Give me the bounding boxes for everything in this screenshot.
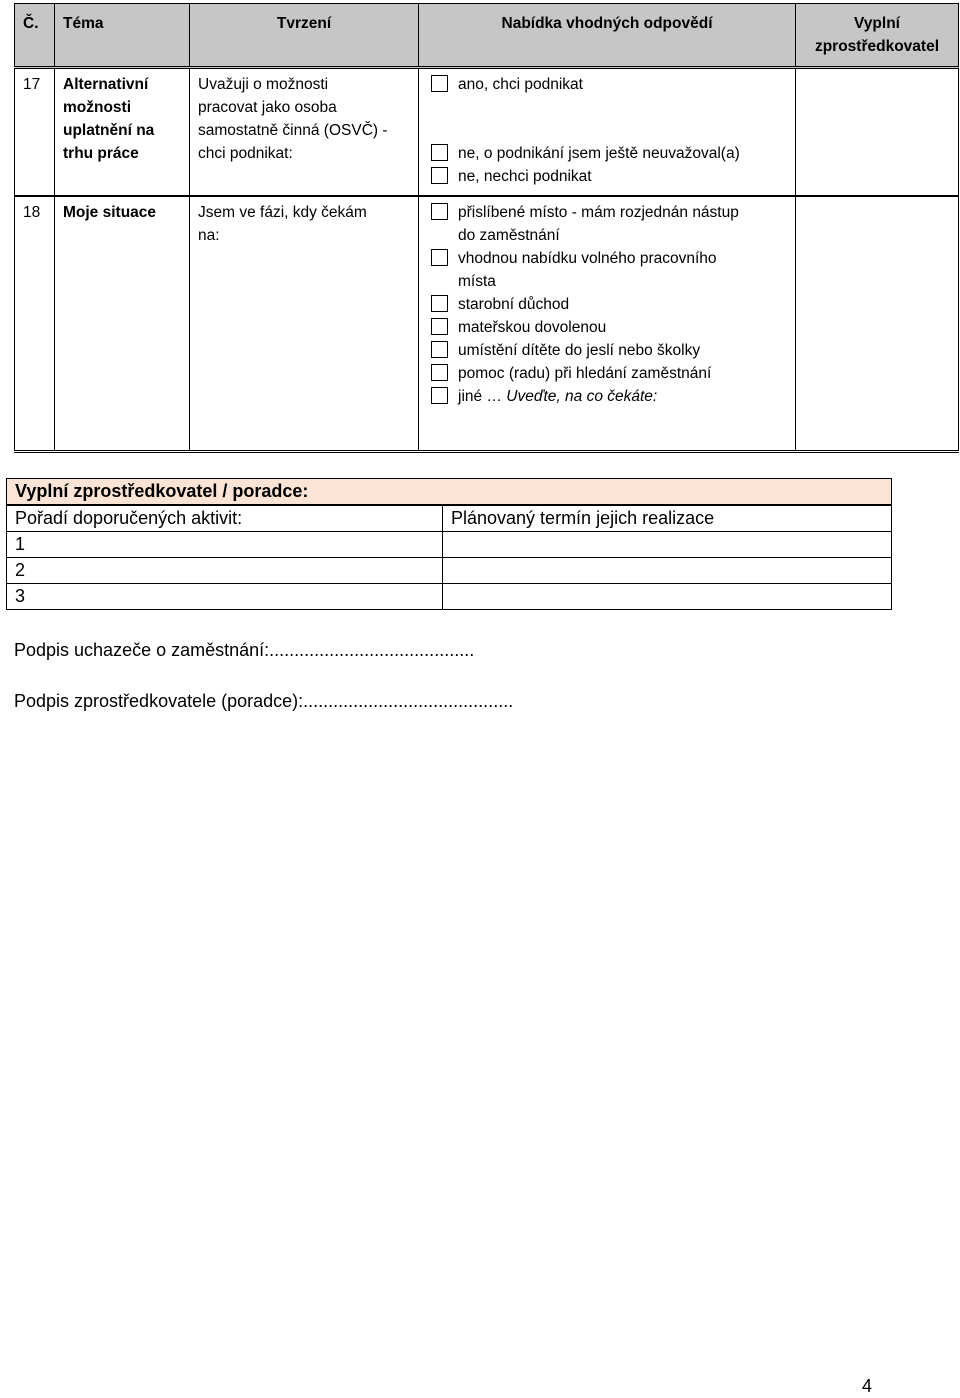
statement-line: Uvažuji o možnosti (198, 76, 329, 93)
checkbox-prislibene-misto[interactable] (431, 203, 448, 220)
checkbox-jine[interactable] (431, 387, 448, 404)
answer-option[interactable] (427, 385, 787, 408)
checkbox-materska[interactable] (431, 318, 448, 335)
answer-label-prompt: Uveďte, na co čekáte: (506, 388, 658, 405)
answer-option[interactable] (427, 362, 787, 385)
activity-order-cell[interactable]: 2 (7, 558, 443, 584)
table-row (7, 532, 892, 558)
topic-line: možnosti (63, 99, 132, 116)
row-topic (55, 68, 190, 197)
answer-label: ano, chci podnikat (458, 76, 583, 93)
answer-option[interactable] (427, 247, 787, 293)
answer-option[interactable] (427, 201, 787, 247)
topic-line: Moje situace (63, 204, 157, 221)
table-row (7, 558, 892, 584)
table-row (15, 68, 959, 197)
answer-label: mateřskou dovolenou (458, 319, 607, 336)
activities-header-row (7, 505, 892, 532)
statement-line: na: (198, 227, 220, 244)
filled-by-cell[interactable] (796, 68, 959, 197)
answer-option[interactable] (427, 165, 787, 188)
header-number: Č. (15, 4, 55, 68)
statement-line: chci podnikat: (198, 145, 293, 162)
table-header-row (15, 4, 959, 68)
checkbox-umisteni-ditete[interactable] (431, 341, 448, 358)
activities-title: Vyplní zprostředkovatel / poradce: (7, 479, 892, 506)
checkbox-starobni-duchod[interactable] (431, 295, 448, 312)
counselor-signature-line: Podpis zprostředkovatele (poradce):.......................................... (14, 691, 514, 711)
topic-line: uplatnění na (63, 122, 155, 139)
statement-line: Jsem ve fázi, kdy čekám (198, 204, 367, 221)
answer-option[interactable] (427, 142, 787, 165)
header-filled-by-line1: Vyplní (854, 15, 900, 32)
activities-order-header: Pořadí doporučených aktivit: (7, 505, 443, 532)
header-filled-by (796, 4, 959, 68)
header-answers: Nabídka vhodných odpovědí (419, 4, 796, 68)
answer-label: umístění dítěte do jeslí nebo školky (458, 342, 701, 359)
row-number: 17 (15, 68, 55, 197)
activity-date-cell[interactable] (443, 532, 892, 558)
checkbox-nechci[interactable] (431, 167, 448, 184)
row-topic (55, 196, 190, 452)
activity-order-cell[interactable]: 1 (7, 532, 443, 558)
answer-label: ne, o podnikání jsem ještě neuvažoval(a) (458, 145, 740, 162)
answer-label: ne, nechci podnikat (458, 168, 592, 185)
activities-date-header: Plánovaný termín jejich realizace (443, 505, 892, 532)
page-number: 4 (862, 1376, 873, 1396)
applicant-signature-line: Podpis uchazeče o zaměstnání:......................................... (14, 640, 475, 660)
topic-line: trhu práce (63, 145, 139, 162)
row-statement (190, 68, 419, 197)
header-topic: Téma (55, 4, 190, 68)
row-statement (190, 196, 419, 452)
header-statement: Tvrzení (190, 4, 419, 68)
checkbox-pomoc[interactable] (431, 364, 448, 381)
table-row (15, 196, 959, 452)
statement-line: pracovat jako osoba (198, 99, 337, 116)
activities-table (6, 478, 892, 610)
checkbox-neuvazoval[interactable] (431, 144, 448, 161)
questionnaire-table (14, 3, 959, 453)
header-filled-by-line2: zprostředkovatel (814, 38, 940, 55)
answer-option[interactable] (427, 293, 787, 316)
checkbox-vhodna-nabidka[interactable] (431, 249, 448, 266)
checkbox-ano[interactable] (431, 75, 448, 92)
answer-label (458, 201, 739, 247)
filled-by-cell[interactable] (796, 196, 959, 452)
table-row (7, 584, 892, 610)
topic-line: Alternativní (63, 76, 149, 93)
statement-line: samostatně činná (OSVČ) - (198, 122, 388, 139)
answer-label-line: vhodnou nabídku volného pracovního (458, 250, 717, 267)
row-number: 18 (15, 196, 55, 452)
activities-title-row (7, 479, 892, 506)
answer-label (458, 385, 657, 408)
answer-label: starobní důchod (458, 296, 570, 313)
answer-label-plain: jiné … (458, 388, 507, 405)
answer-label-line: přislíbené místo - mám rozjednán nástup (458, 204, 739, 221)
row-answers (419, 68, 796, 197)
activity-date-cell[interactable] (443, 584, 892, 610)
activity-date-cell[interactable] (443, 558, 892, 584)
answer-label: pomoc (radu) při hledání zaměstnání (458, 365, 712, 382)
answer-label-line: místa (458, 273, 496, 290)
answer-option[interactable] (427, 339, 787, 362)
answer-label (458, 247, 717, 293)
answer-option[interactable] (427, 316, 787, 339)
answer-option[interactable] (427, 73, 787, 96)
answer-label-line: do zaměstnání (458, 227, 560, 244)
row-answers (419, 196, 796, 452)
activity-order-cell[interactable]: 3 (7, 584, 443, 610)
